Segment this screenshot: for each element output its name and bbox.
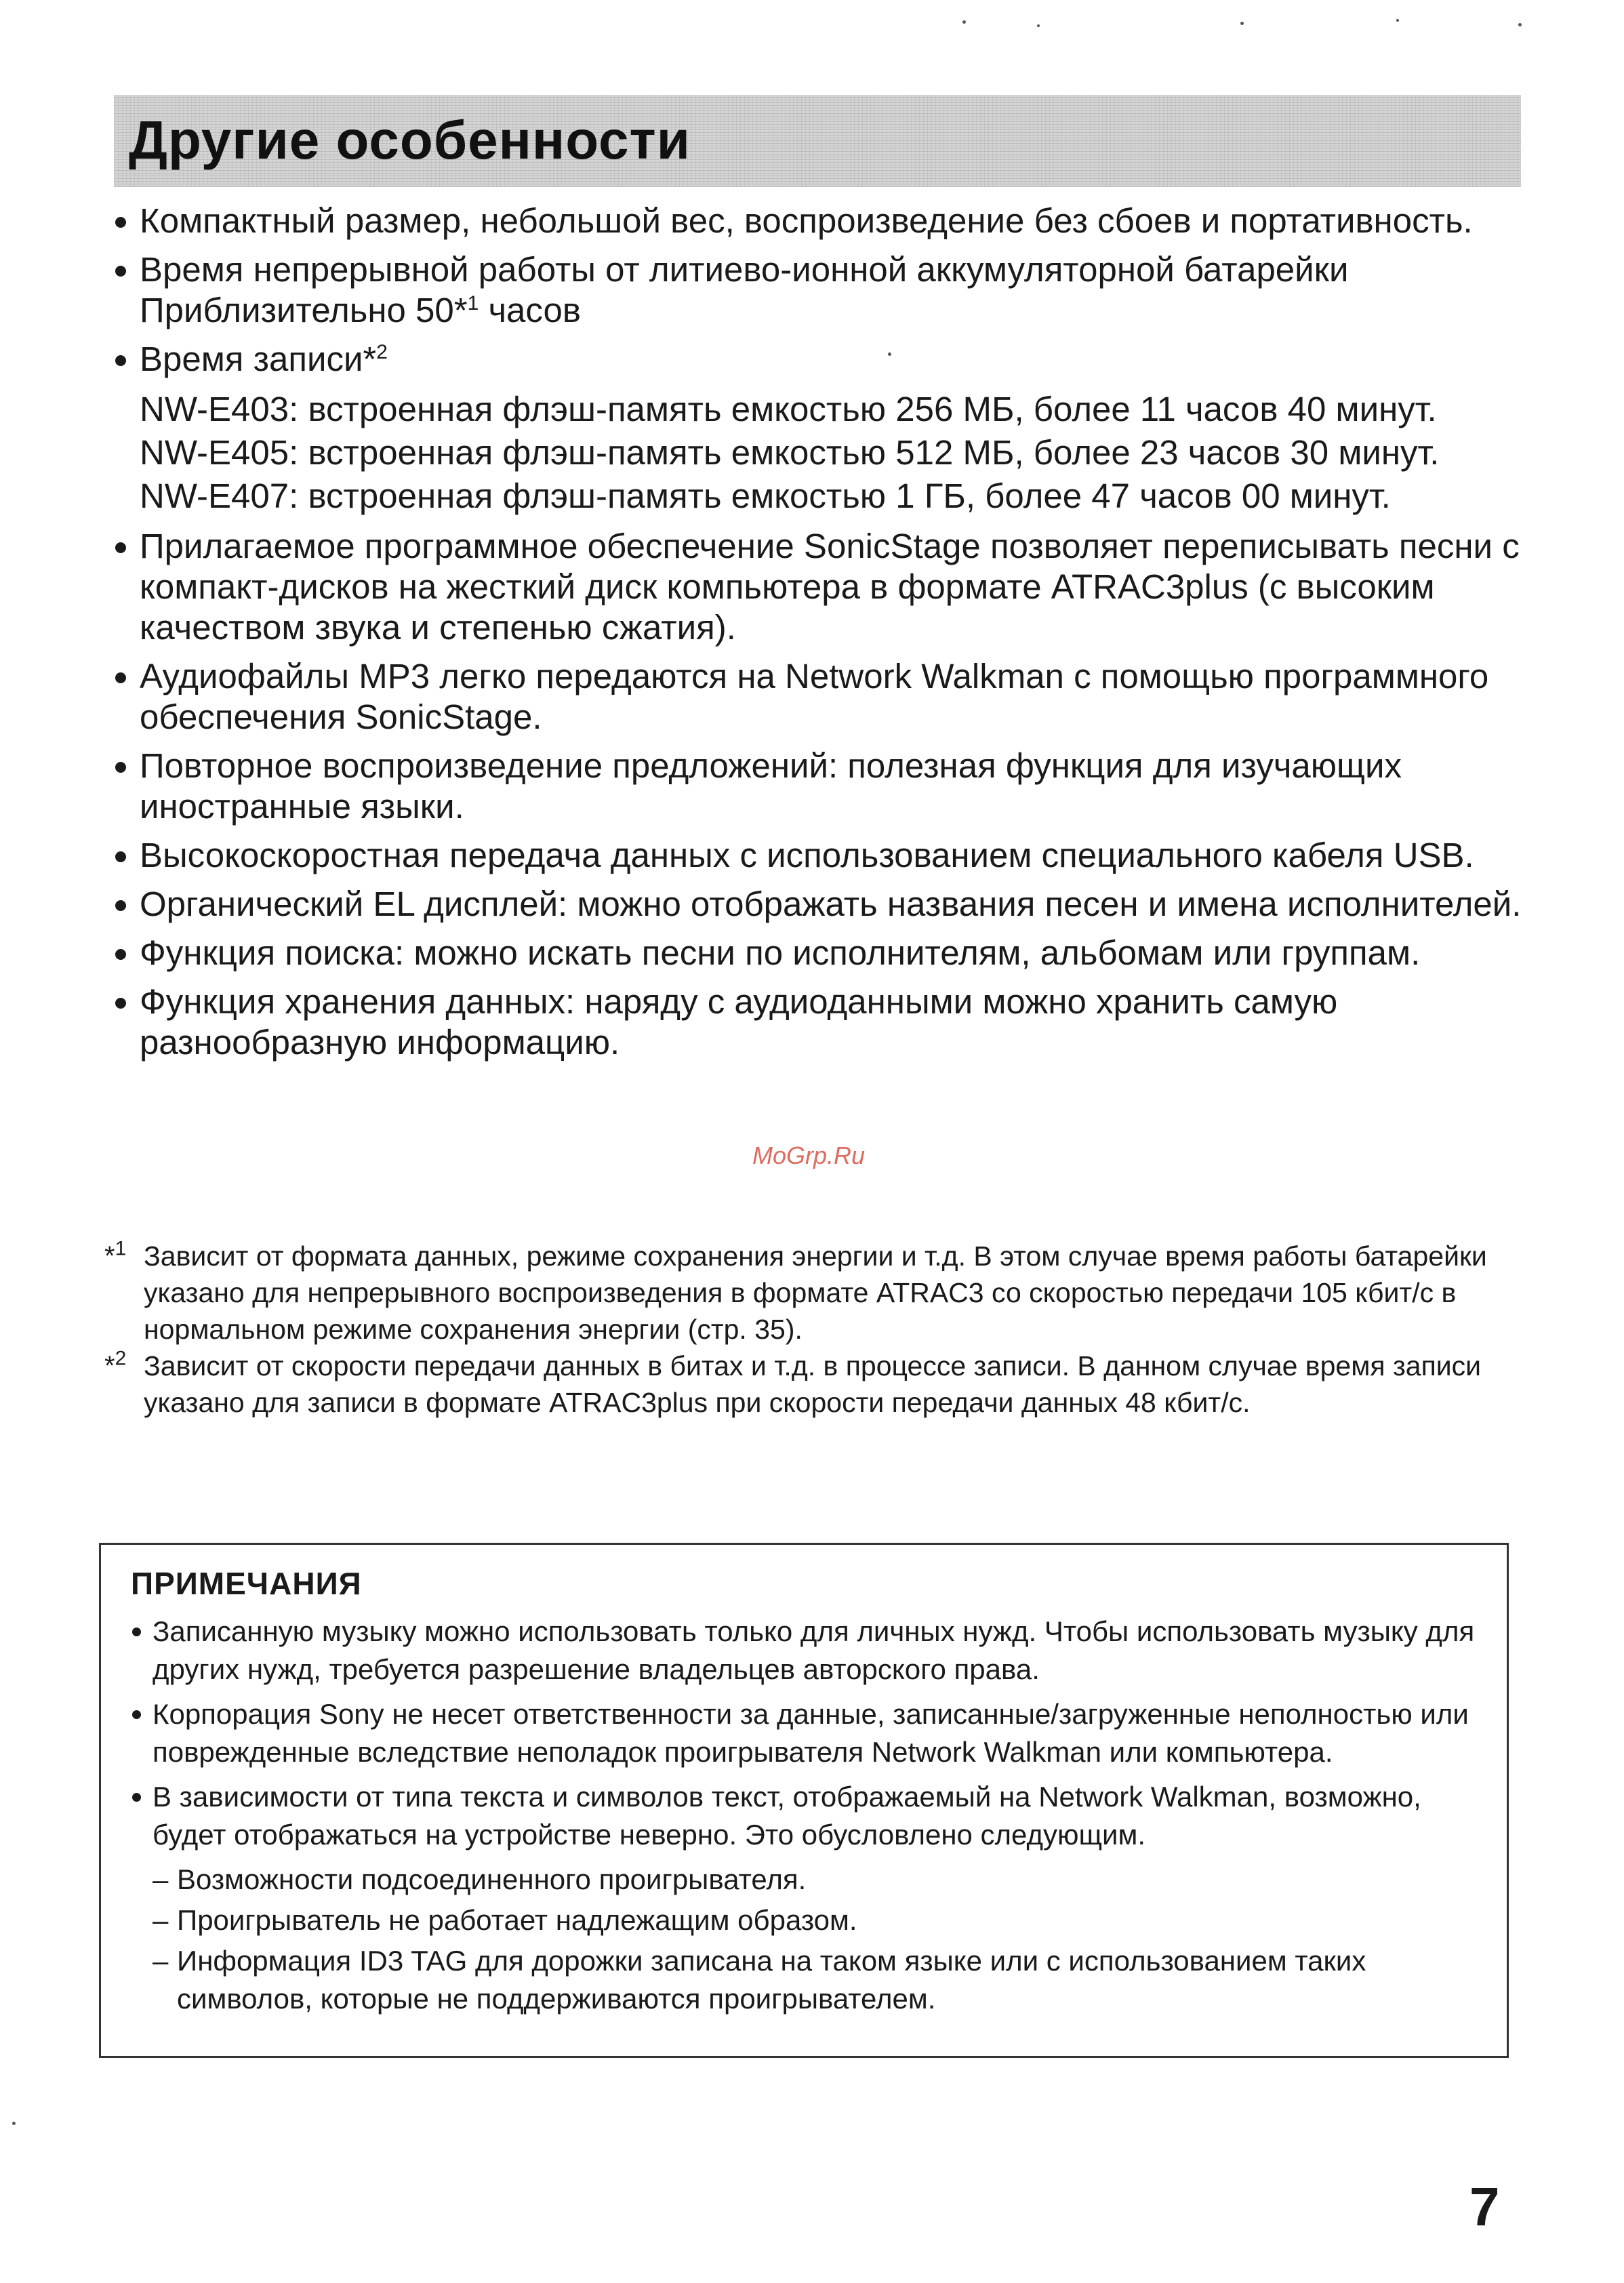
footnotes xyxy=(102,1238,1532,1421)
scan-speck xyxy=(1396,19,1399,22)
scan-speck xyxy=(1518,23,1522,26)
feature-battery-text: Время непрерывной работы от литиево-ионной аккумуляторной батарейки Приблизительно 50* xyxy=(140,250,1349,329)
watermark: MoGrp.Ru xyxy=(752,1142,866,1169)
model-nw-e403: NW-E403: встроенная флэш-память емкостью 256 МБ, более 11 часов 40 минут. xyxy=(140,390,1437,428)
feature-el-display: Органический EL дисплей: можно отображать названия песен и имена исполнителей. xyxy=(108,884,1539,925)
footnote-ref-1: 1 xyxy=(467,292,479,315)
notes-box xyxy=(99,1543,1509,2058)
note-sub-item xyxy=(129,1861,1492,1899)
footnote-2 xyxy=(102,1348,1532,1421)
dash-marker: – xyxy=(153,1945,169,1977)
footnote-2-text: Зависит от скорости передачи данных в битах и т.д. в процессе записи. В данном случае время записи указано для записи в формате ATRAC3plus при скорости передачи данных 48 кбит/с. xyxy=(144,1350,1482,1418)
notes-title: ПРИМЕЧАНИЯ xyxy=(131,1566,362,1601)
page-number: 7 xyxy=(1469,2177,1500,2237)
model-nw-e407: NW-E407: встроенная флэш-память емкостью 1 ГБ, более 47 часов 00 минут. xyxy=(140,477,1391,515)
note-text-display: В зависимости от типа текста и символов текст, отображаемый на Network Walkman, возможно, будет отображаться на устройстве неверно. Это обусловлено следующим. xyxy=(129,1778,1492,1854)
features-list xyxy=(108,201,1539,1071)
scan-speck xyxy=(962,20,966,24)
feature-battery xyxy=(108,249,1539,331)
feature-compact: Компактный размер, небольшой вес, воспроизведение без сбоев и портативность. xyxy=(108,201,1539,241)
feature-battery-tail: часов xyxy=(479,291,581,329)
note-sub-item xyxy=(129,1942,1492,2018)
dash-marker: – xyxy=(153,1904,169,1936)
model-nw-e405: NW-E405: встроенная флэш-память емкостью 512 МБ, более 23 часов 30 минут. xyxy=(140,433,1440,472)
feature-usb: Высокоскоростная передача данных с использованием специального кабеля USB. xyxy=(108,835,1539,876)
model-list xyxy=(108,388,1539,518)
feature-recording-text: Время записи* xyxy=(140,340,377,378)
note-sub-item xyxy=(129,1901,1492,1939)
footnote-1-number: 1 xyxy=(115,1237,127,1260)
feature-search: Функция поиска: можно искать песни по исполнителям, альбомам или группам. xyxy=(108,933,1539,973)
footnote-1-star: * xyxy=(104,1241,115,1271)
feature-sonicstage: Прилагаемое программное обеспечение SonicStage позволяет переписывать песни с компакт-дисков на жесткий диск компьютера в формате ATRAC3plus (с высоким качеством звука и степенью сжатия). xyxy=(108,526,1539,648)
scan-speck xyxy=(12,2122,16,2125)
notes-list xyxy=(129,1613,1492,2021)
feature-data-storage: Функция хранения данных: наряду с аудиоданными можно хранить самую разнообразную информацию. xyxy=(108,982,1539,1063)
section-title: Другие особенности xyxy=(129,110,691,170)
footnote-ref-2: 2 xyxy=(376,341,388,363)
feature-recording-time xyxy=(108,339,1539,380)
footnote-1 xyxy=(102,1238,1532,1348)
scan-speck xyxy=(1240,22,1244,25)
note-sub-text: Информация ID3 TAG для дорожки записана на таком языке или с использованием таких символов, которые не поддерживаются проигрывателем. xyxy=(177,1945,1366,2015)
note-sony-liability: Корпорация Sony не несет ответственности за данные, записанные/загруженные неполностью или поврежденные вследствие неполадок проигрывателя Network Walkman или компьютера. xyxy=(129,1695,1492,1771)
footnote-2-number: 2 xyxy=(115,1347,127,1370)
footnote-1-marker xyxy=(104,1238,126,1274)
note-personal-use: Записанную музыку можно использовать только для личных нужд. Чтобы использовать музыку для других нужд, требуется разрешение владельцев авторского права. xyxy=(129,1613,1492,1689)
footnote-2-star: * xyxy=(104,1351,115,1381)
dash-marker: – xyxy=(153,1863,169,1895)
footnote-1-text: Зависит от формата данных, режиме сохранения энергии и т.д. В этом случае время работы батарейки указано для непрерывного воспроизведения в формате ATRAC3 со скоростью передачи 105 кбит/с в нормальном режиме сохранения энергии (стр. 35). xyxy=(144,1240,1487,1345)
feature-sentence-repeat: Повторное воспроизведение предложений: полезная функция для изучающих иностранные языки. xyxy=(108,746,1539,827)
note-sub-text: Возможности подсоединенного проигрывателя. xyxy=(177,1863,807,1895)
note-sub-text: Проигрыватель не работает надлежащим образом. xyxy=(177,1904,857,1936)
feature-mp3: Аудиофайлы MP3 легко передаются на Network Walkman с помощью программного обеспечения SonicStage. xyxy=(108,656,1539,738)
scan-speck xyxy=(1037,24,1040,27)
footnote-2-marker xyxy=(104,1348,126,1384)
